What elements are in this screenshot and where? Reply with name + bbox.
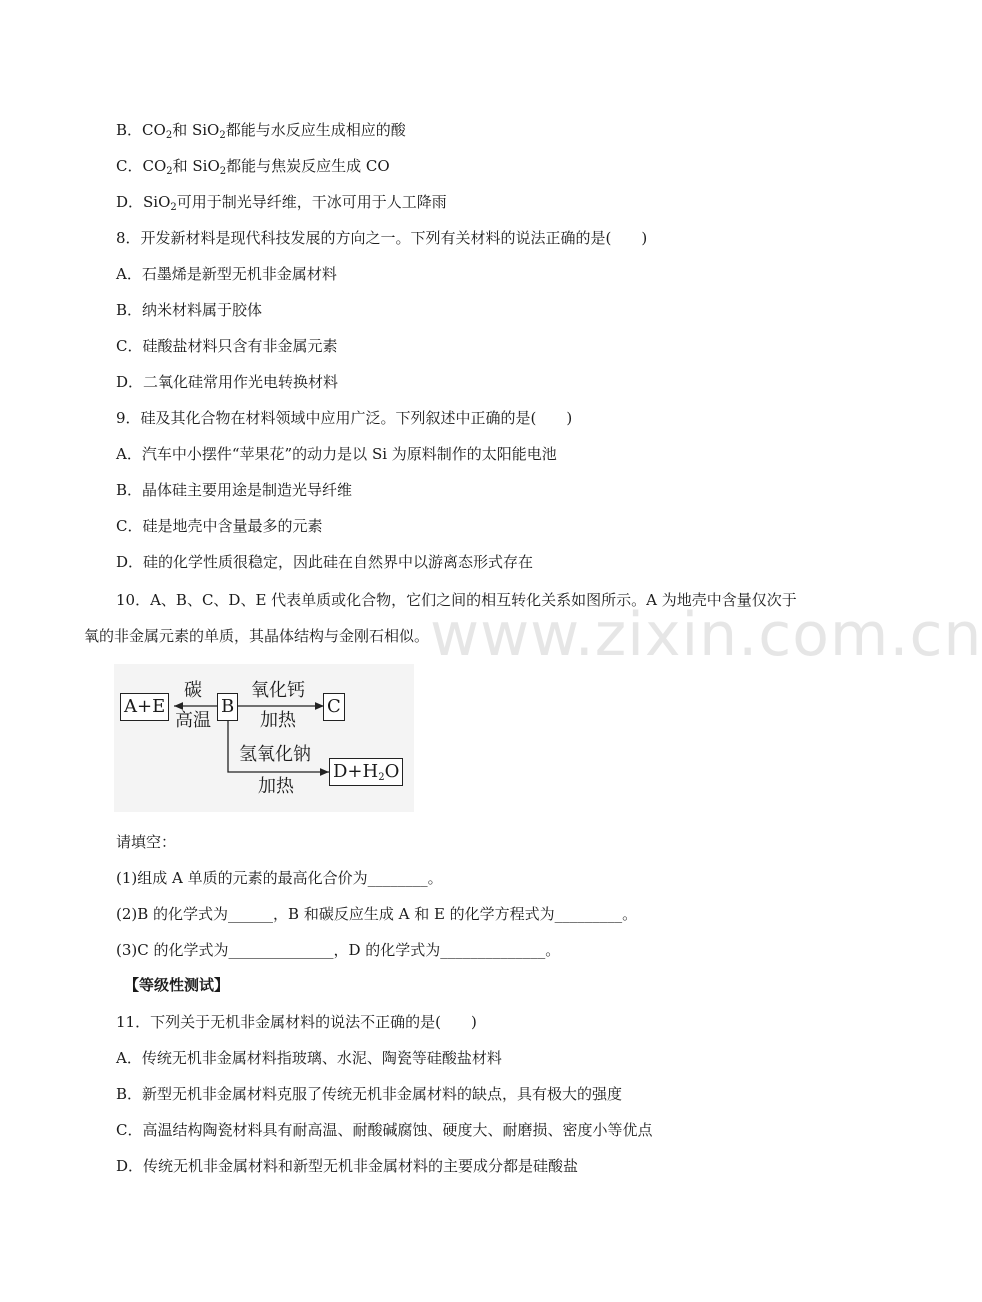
option-11d: D．传统无机非金属材料和新型无机非金属材料的主要成分都是硅酸盐 — [116, 1157, 579, 1175]
box-c: C — [323, 693, 345, 721]
option-9b: B．晶体硅主要用途是制造光导纤维 — [116, 481, 353, 499]
question-8: 8．开发新材料是现代科技发展的方向之一。下列有关材料的说法正确的是( ) — [116, 229, 648, 247]
label-heat-2: 加热 — [258, 776, 294, 797]
question-11: 11．下列关于无机非金属材料的说法不正确的是( ) — [116, 1013, 477, 1031]
sub-question-1: (1)组成 A 单质的元素的最高化合价为________。 — [116, 869, 443, 887]
option-8a: A．石墨烯是新型无机非金属材料 — [116, 265, 337, 283]
option-9c: C．硅是地壳中含量最多的元素 — [116, 517, 323, 535]
reaction-diagram — [114, 664, 414, 812]
question-10: 10．A、B、C、D、E 代表单质或化合物，它们之间的相互转化关系如图所示。A 为地壳中含量仅次于 — [116, 591, 797, 609]
label-naoh: 氢氧化钠 — [239, 744, 311, 765]
label-heat-1: 加热 — [260, 710, 296, 731]
section-heading: 【等级性测试】 — [124, 976, 230, 994]
option-9a: A．汽车中小摆件“苹果花”的动力是以 Si 为原料制作的太阳能电池 — [116, 445, 557, 463]
option-8b: B．纳米材料属于胶体 — [116, 301, 263, 319]
question-9: 9．硅及其化合物在材料领域中应用广泛。下列叙述中正确的是( ) — [116, 409, 573, 427]
option-7b: B．$CO_2$和 SiO$_2$都能与水反应生成相应的酸 — [116, 121, 406, 141]
question-10-cont: 氧的非金属元素的单质，其晶体结构与金刚石相似。 — [84, 627, 430, 645]
sub-question-3: (3)C 的化学式为______________，D 的化学式为______________。 — [116, 941, 561, 959]
option-8d: D．二氧化硅常用作光电转换材料 — [116, 373, 339, 391]
fill-prompt: 请填空： — [116, 833, 177, 851]
option-8c: C．硅酸盐材料只含有非金属元素 — [116, 337, 338, 355]
box-b: B — [217, 693, 238, 721]
sub-question-2: (2)B 的化学式为______，B 和碳反应生成 A 和 E 的化学方程式为_________。 — [116, 905, 638, 923]
label-cao: 氧化钙 — [251, 680, 305, 701]
option-9d: D．硅的化学性质很稳定，因此硅在自然界中以游离态形式存在 — [116, 553, 534, 571]
option-7d: D．SiO$_2$可用于制光导纤维，干冰可用于人工降雨 — [116, 193, 447, 213]
label-carbon: 碳 — [184, 680, 202, 701]
watermark: www.zixin.com.cn — [430, 600, 982, 670]
box-d-plus-h2o: $D+H_2O$ — [329, 758, 403, 786]
box-a-plus-e: A+E — [120, 693, 169, 721]
option-7c: C．$CO_2$和 SiO$_2$都能与焦炭反应生成 CO — [116, 157, 390, 177]
option-11b: B．新型无机非金属材料克服了传统无机非金属材料的缺点，具有极大的强度 — [116, 1085, 623, 1103]
option-11a: A．传统无机非金属材料指玻璃、水泥、陶瓷等硅酸盐材料 — [116, 1049, 502, 1067]
option-11c: C．高温结构陶瓷材料具有耐高温、耐酸碱腐蚀、硬度大、耐磨损、密度小等优点 — [116, 1121, 653, 1139]
label-high-temp: 高温 — [175, 710, 211, 731]
